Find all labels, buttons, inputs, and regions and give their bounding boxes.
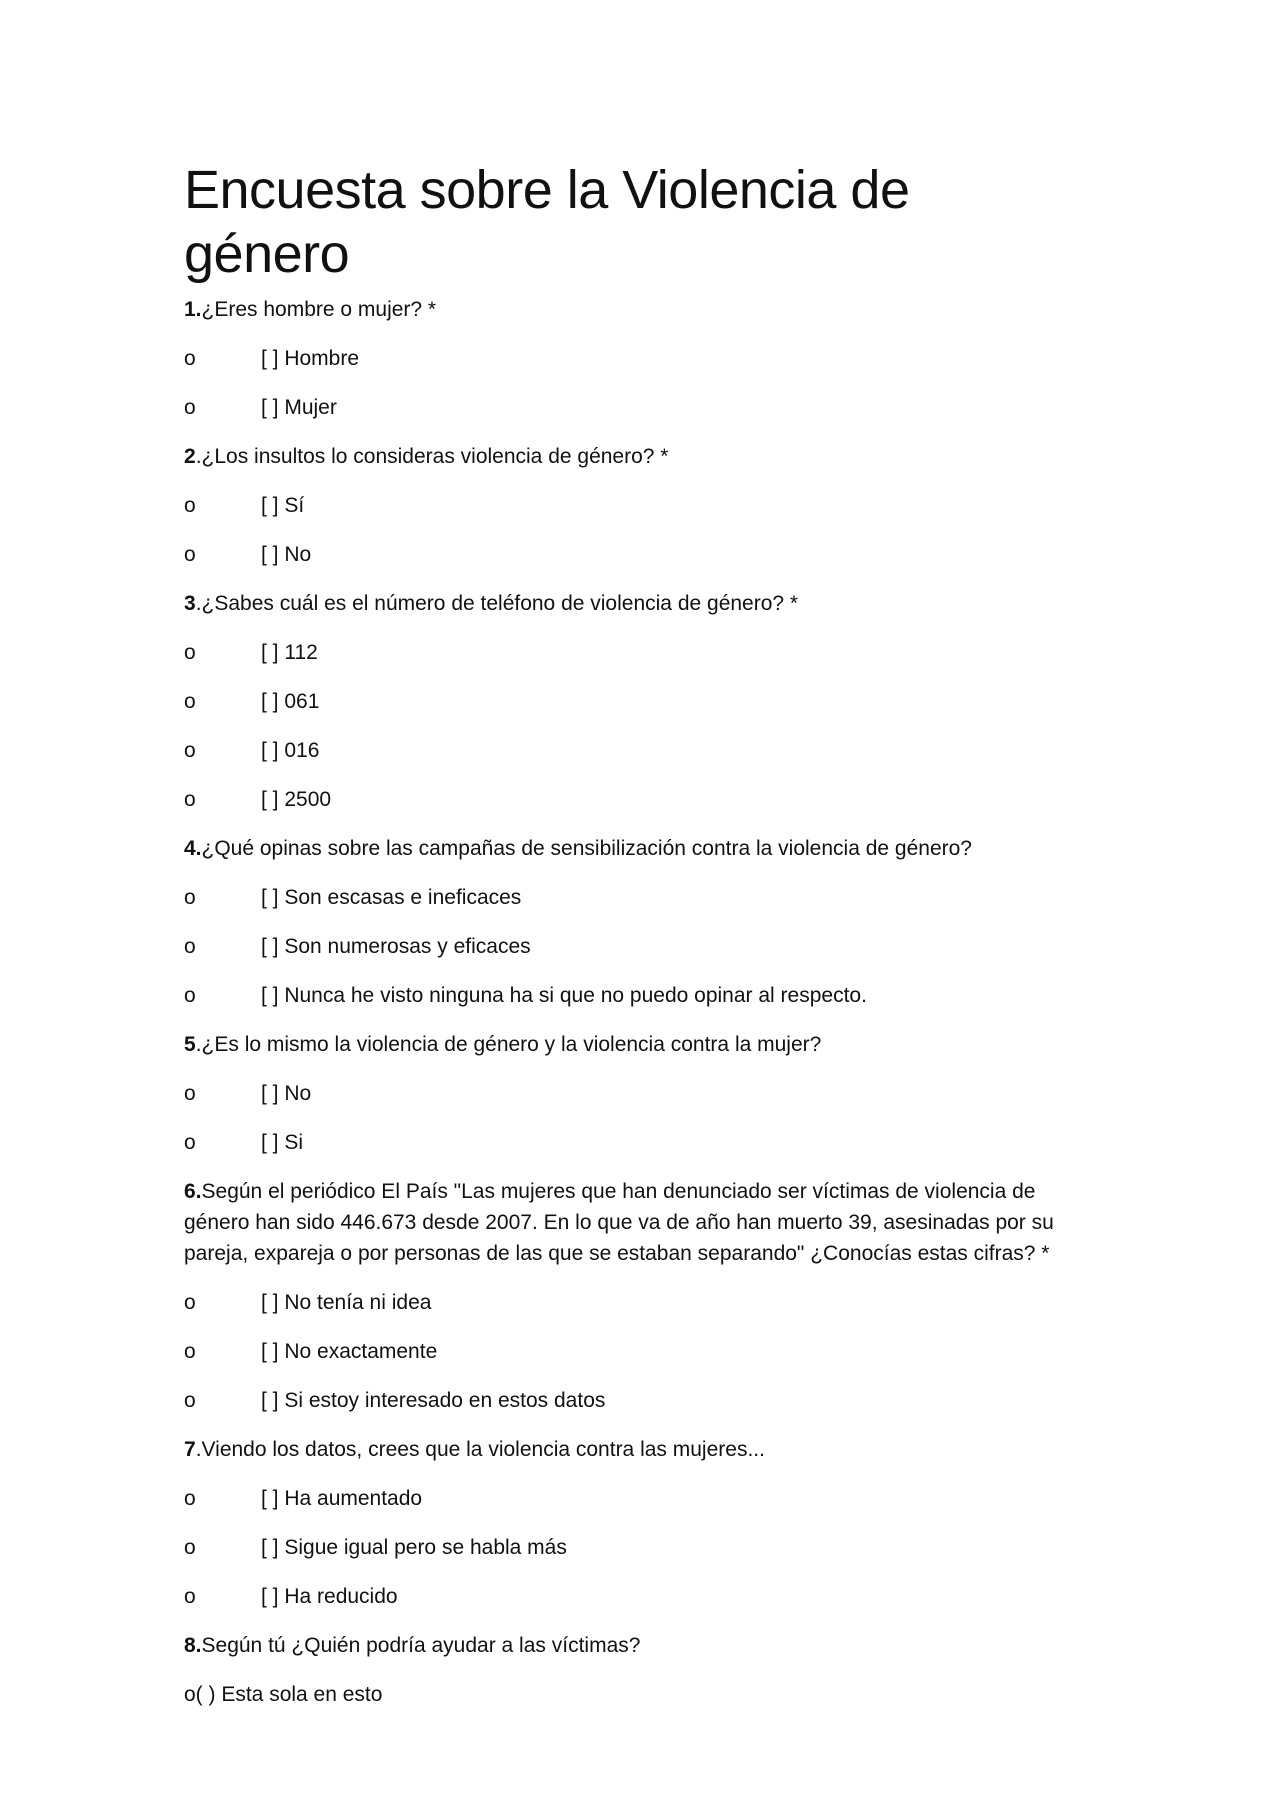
question-text: ¿Eres hombre o mujer? * xyxy=(201,298,437,321)
question-number: 8. xyxy=(184,1634,202,1657)
option-label: [ ] Ha reducido xyxy=(261,1585,398,1608)
bullet: o xyxy=(184,1487,196,1510)
question-3 xyxy=(184,588,1084,619)
option xyxy=(184,1078,1084,1109)
option-label: [ ] Son escasas e ineficaces xyxy=(261,886,522,909)
question-4 xyxy=(184,833,1084,864)
question-6 xyxy=(184,1176,1084,1269)
option xyxy=(184,1385,1084,1416)
bullet: o xyxy=(184,396,196,419)
question-number: 1. xyxy=(184,298,202,321)
option-label: [ ] Nunca he visto ninguna ha si que no puedo opinar al respecto. xyxy=(261,984,867,1007)
bullet: o xyxy=(184,886,196,909)
question-text: ¿Qué opinas sobre las campañas de sensibilización contra la violencia de género? xyxy=(201,837,972,860)
question-text: .¿Sabes cuál es el número de teléfono de violencia de género? * xyxy=(195,592,799,615)
option xyxy=(184,980,1084,1011)
option-label: [ ] No exactamente xyxy=(261,1340,438,1363)
bullet: o xyxy=(184,1291,196,1314)
question-text: Según tú ¿Quién podría ayudar a las víctimas? xyxy=(201,1634,641,1657)
bullet: o xyxy=(184,788,196,811)
question-7 xyxy=(184,1434,1084,1465)
bullet: o xyxy=(184,739,196,762)
question-5 xyxy=(184,1029,1084,1060)
option-label: [ ] 061 xyxy=(261,690,320,713)
option-label: [ ] Sigue igual pero se habla más xyxy=(261,1536,567,1559)
bullet: o xyxy=(184,1585,196,1608)
bullet: o xyxy=(184,494,196,517)
question-text: .Viendo los datos, crees que la violencia contra las mujeres... xyxy=(195,1438,765,1461)
option-label: o( ) Esta sola en esto xyxy=(184,1683,383,1706)
question-number: 5 xyxy=(184,1033,196,1056)
option xyxy=(184,735,1084,766)
option xyxy=(184,343,1084,374)
option-label: [ ] Si xyxy=(261,1131,304,1154)
option-label: [ ] 2500 xyxy=(261,788,332,811)
bullet: o xyxy=(184,1131,196,1154)
question-number: 6. xyxy=(184,1180,202,1203)
survey-document xyxy=(184,158,1084,1728)
option xyxy=(184,1336,1084,1367)
bullet: o xyxy=(184,347,196,370)
question-8 xyxy=(184,1630,1084,1661)
option-label: [ ] No xyxy=(261,543,312,566)
bullet: o xyxy=(184,984,196,1007)
question-number: 7 xyxy=(184,1438,196,1461)
option-label: [ ] 016 xyxy=(261,739,320,762)
option xyxy=(184,784,1084,815)
option-label: [ ] Mujer xyxy=(261,396,337,419)
option-label: [ ] Hombre xyxy=(261,347,360,370)
bullet: o xyxy=(184,543,196,566)
option xyxy=(184,1532,1084,1563)
question-text: .¿Es lo mismo la violencia de género y la violencia contra la mujer? xyxy=(195,1033,822,1056)
bullet: o xyxy=(184,935,196,958)
option xyxy=(184,1483,1084,1514)
option xyxy=(184,490,1084,521)
option-label: [ ] No xyxy=(261,1082,312,1105)
bullet: o xyxy=(184,1340,196,1363)
option xyxy=(184,637,1084,668)
bullet: o xyxy=(184,1389,196,1412)
question-number: 4. xyxy=(184,837,202,860)
option xyxy=(184,1287,1084,1318)
question-text: .¿Los insultos lo consideras violencia de género? * xyxy=(195,445,669,468)
bullet: o xyxy=(184,1082,196,1105)
option xyxy=(184,931,1084,962)
option xyxy=(184,1581,1084,1612)
option xyxy=(184,539,1084,570)
option xyxy=(184,1127,1084,1158)
option-label: [ ] Ha aumentado xyxy=(261,1487,423,1510)
question-2 xyxy=(184,441,1084,472)
option xyxy=(184,392,1084,423)
question-text: Según el periódico El País "Las mujeres que han denunciado ser víctimas de violencia de género han sido 446.673 desde 2007. En lo que va de año han muerto 39, asesinadas por su pareja, expareja o por personas de las que se estaban separando" ¿Conocías estas cifras? * xyxy=(184,1180,1054,1265)
bullet: o xyxy=(184,690,196,713)
bullet: o xyxy=(184,641,196,664)
option-label: [ ] Sí xyxy=(261,494,305,517)
survey-title: Encuesta sobre la Violencia de género xyxy=(184,160,910,284)
option xyxy=(184,686,1084,717)
question-1 xyxy=(184,294,1084,325)
option-label: [ ] Si estoy interesado en estos datos xyxy=(261,1389,606,1412)
option xyxy=(184,882,1084,913)
option-label: [ ] No tenía ni idea xyxy=(261,1291,432,1314)
question-number: 3 xyxy=(184,592,196,615)
option-label: [ ] Son numerosas y eficaces xyxy=(261,935,531,958)
bullet: o xyxy=(184,1536,196,1559)
option-label: [ ] 112 xyxy=(261,641,318,664)
question-number: 2 xyxy=(184,445,196,468)
